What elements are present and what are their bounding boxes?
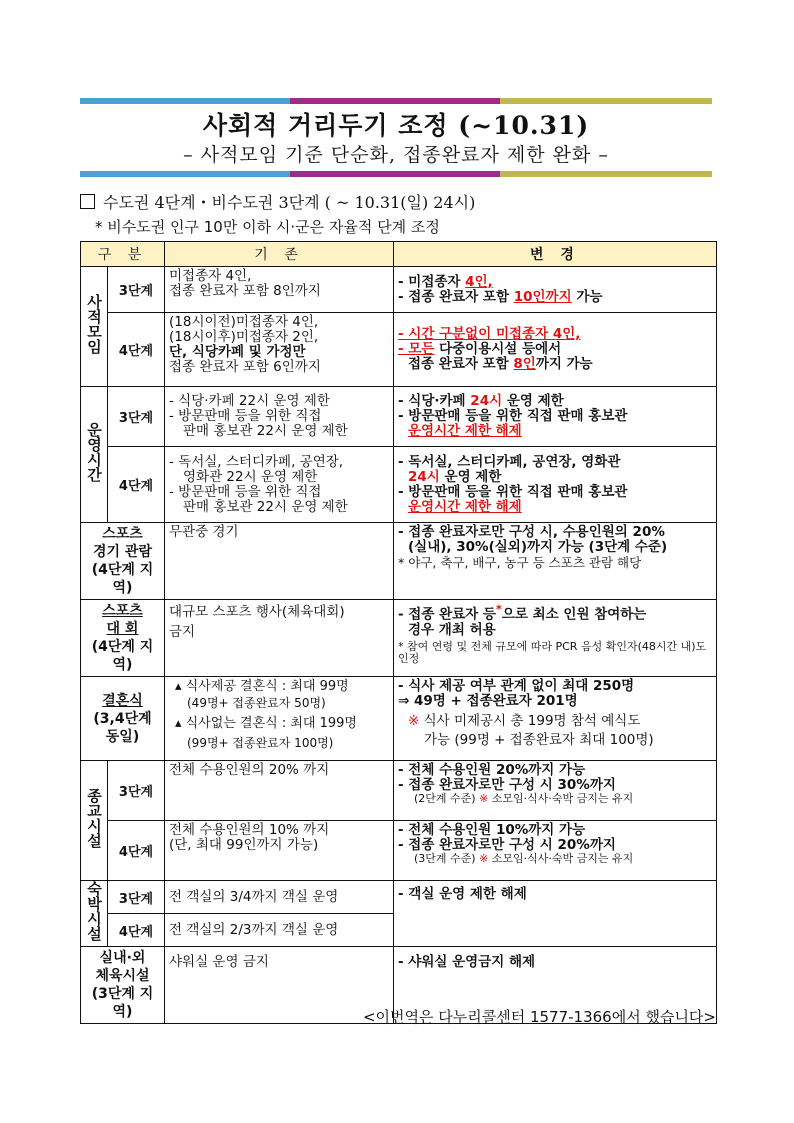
category-private-gathering [81, 267, 108, 387]
category-label: (4단계 지역) [91, 562, 154, 596]
page-subtitle: – 사적모임 기준 단순화, 접종완료자 제한 완화 – [183, 144, 609, 166]
text-line: ▴ 식사제공 결혼식 : 최대 99명 [175, 679, 349, 694]
existing-cell [165, 267, 394, 313]
category-label: 결혼식 [102, 692, 143, 709]
text-line: - 독서실, 스터디카페, 공연장, [169, 453, 344, 470]
text-line: (99명+ 접종완료자 100명) [187, 736, 334, 750]
title-bar-olive [500, 98, 712, 104]
checkbox-square-icon [80, 194, 95, 209]
text-line: - 식사 제공 여부 관계 없이 최대 250명 [398, 678, 635, 694]
text-fragment: - 미접종자 [398, 273, 466, 290]
category-label: 운영시간 [85, 422, 103, 482]
change-cell [394, 387, 717, 447]
text-line: 전체 수용인원의 10% 까지 [169, 822, 330, 838]
text-line: 금지 [169, 624, 196, 640]
category-label: 스포츠 [102, 526, 143, 542]
level-label: 4단계 [108, 821, 165, 881]
text-fragment: - 식당·카페 [398, 393, 471, 409]
header-existing: 기 존 [165, 242, 394, 267]
text-line: 미접종자 4인, [169, 268, 252, 284]
existing-cell: 무관중 경기 [165, 523, 394, 600]
change-cell [394, 677, 717, 761]
category-operating-hours [81, 387, 108, 523]
existing-cell: 전체 수용인원의 20% 까지 [165, 761, 394, 821]
footnote: * 참여 연령 및 전체 규모에 따라 PCR 음성 확인자(48시간 내)도 인정 [398, 639, 707, 665]
category-religious [81, 761, 108, 881]
existing-cell: 전 객실의 2/3까지 객실 운영 [165, 914, 394, 947]
highlight-text: - 시간 구분없이 미접종자 4인, [398, 326, 581, 342]
text-fragment: (2단계 수준) [414, 792, 480, 805]
title-bar-blue [80, 98, 290, 104]
category-label: (3단계 지역) [91, 986, 154, 1020]
policy-table [80, 241, 717, 1024]
table-row [81, 761, 717, 821]
category-label: 체육시설 [95, 968, 150, 984]
table-row [81, 267, 717, 313]
text-line: - 접종 완료자로만 구성 시, 수용인원의 20% [398, 524, 665, 540]
table-row [81, 600, 717, 677]
text-line: (49명+ 접종완료자 50명) [187, 696, 326, 710]
highlight-text: 운영시간 제한 해제 [408, 498, 522, 515]
table-row [81, 881, 717, 914]
text-line: 대규모 스포츠 행사(체육대회) [169, 604, 345, 620]
text-line: 가능 (99명 + 접종완료자 최대 100명) [424, 732, 654, 748]
change-cell [394, 821, 717, 881]
header-change: 변 경 [394, 242, 717, 267]
text-line: (18시이후)미접종자 2인, [169, 329, 319, 345]
footer-note: <이번역은 다누리콜센터 1577-1366에서 했습니다> [362, 1008, 716, 1026]
text-line: - 독서실, 스터디카페, 공연장, 영화관 [398, 453, 621, 470]
footnote-marker: * [495, 603, 502, 616]
change-cell [394, 267, 717, 313]
text-line: ▴ 식사없는 결혼식 : 최대 199명 [175, 716, 357, 731]
text-fragment: 운영 제한 [439, 468, 502, 485]
category-wedding [81, 677, 165, 761]
text-line: 접종 완료자 포함 6인까지 [169, 359, 321, 375]
existing-cell [165, 821, 394, 881]
highlight-text: 8인 [513, 356, 536, 372]
text-line: 단, 식당카페 및 가정만 [169, 344, 306, 360]
section-heading-text: 수도권 4단계・비수도권 3단계 ( ~ 10.31(일) 24시) [103, 193, 476, 212]
table-row [81, 387, 717, 447]
section-note: * 비수도권 인구 10만 이하 시·군은 자율적 단계 조정 [95, 218, 440, 236]
text-line: 판매 홍보관 22시 운영 제한 [183, 498, 348, 515]
subtitle-bar-blue [80, 171, 290, 177]
text-line: 판매 홍보관 22시 운영 제한 [183, 423, 348, 439]
text-line: - 전체 수용인원 10%까지 가능 [398, 822, 586, 838]
table-row [81, 821, 717, 881]
existing-cell: 샤워실 운영 금지 [165, 947, 394, 1024]
category-sports-viewing [81, 523, 165, 600]
category-label: 실내·외 [99, 950, 146, 966]
category-sports-event [81, 600, 165, 677]
highlight-text: 10인까지 [513, 288, 572, 305]
note-marker: ※ [479, 852, 489, 865]
text-fragment: 접종 완료자 포함 [408, 356, 514, 372]
change-cell [394, 761, 717, 821]
subtitle-bar-purple [290, 171, 500, 177]
page-title: 사회적 거리두기 조정 (~10.31) [202, 111, 590, 140]
text-line: ⇒ 49명 + 접종완료자 201명 [398, 693, 578, 709]
table-row [81, 447, 717, 523]
footnote: * 야구, 축구, 배구, 농구 등 스포츠 관람 해당 [398, 555, 642, 570]
category-label: 경기 관람 [93, 544, 152, 560]
text-fragment: 으로 최소 인원 참여하는 [501, 606, 647, 623]
category-label: 대 회 [106, 621, 139, 637]
existing-cell [165, 600, 394, 677]
category-label: 종교시설 [85, 788, 103, 848]
table-header-row [81, 242, 717, 267]
text-line: (실내), 30%(실외)까지 가능 (3단계 수준) [408, 539, 668, 555]
change-cell [394, 600, 717, 677]
text-fragment: 가능 [571, 288, 603, 305]
highlight-text: - 모든 [398, 341, 435, 357]
highlight-text: 24시 [470, 393, 503, 409]
title-bar-purple [290, 98, 500, 104]
existing-cell [165, 447, 394, 523]
level-label: 3단계 [108, 387, 165, 447]
section-heading [80, 190, 475, 213]
text-line: - 방문판매 등을 위한 직접 [169, 408, 322, 424]
text-fragment: 소모임·식사·숙박 금지는 유지 [488, 852, 634, 865]
level-label: 3단계 [108, 267, 165, 313]
text-line: - 방문판매 등을 위한 직접 판매 홍보관 [398, 483, 628, 500]
text-fragment: 소모임·식사·숙박 금지는 유지 [488, 792, 634, 805]
table-row [81, 677, 717, 761]
text-line: - 전체 수용인원 20%까지 가능 [398, 762, 586, 778]
text-fragment: 운영 제한 [502, 393, 564, 409]
table-row [81, 313, 717, 387]
category-lodging [81, 881, 108, 947]
category-gym [81, 947, 165, 1024]
text-line: (단, 최대 99인까지 가능) [169, 837, 319, 853]
text-line: 접종 완료자 포함 8인까지 [169, 283, 321, 299]
level-label: 4단계 [108, 914, 165, 947]
level-label: 4단계 [108, 313, 165, 387]
category-label: 사적모임 [85, 294, 103, 354]
level-label: 4단계 [108, 447, 165, 523]
text-line: - 식당·카페 22시 운영 제한 [169, 393, 330, 409]
text-line: 경우 개최 허용 [408, 621, 496, 638]
text-line: - 방문판매 등을 위한 직접 [169, 483, 322, 500]
level-label: 3단계 [108, 761, 165, 821]
header-category: 구 분 [81, 242, 165, 267]
text-fragment: (3단계 수준) [414, 852, 480, 865]
highlight-text: 4인, [465, 273, 493, 290]
category-label: 숙박시설 [85, 881, 103, 941]
text-line: - 접종 완료자로만 구성 시 30%까지 [398, 777, 616, 793]
text-line: (18시이전)미접종자 4인, [169, 314, 319, 330]
text-fragment: 까지 가능 [535, 356, 593, 372]
category-label: (4단계 지역) [91, 639, 154, 673]
text-line: 영화관 22시 운영 제한 [183, 468, 318, 485]
table-row [81, 523, 717, 600]
existing-cell: 전 객실의 3/4까지 객실 운영 [165, 881, 394, 914]
change-cell: - 샤워실 운영금지 해제 [394, 947, 717, 1024]
category-label: 스포츠 [102, 603, 143, 619]
change-cell [394, 447, 717, 523]
existing-cell [165, 387, 394, 447]
highlight-text: 운영시간 제한 해제 [408, 423, 522, 439]
text-fragment: 식사 미제공시 총 199명 참석 예식도 [419, 713, 641, 729]
text-line: - 접종 완료자로만 구성 시 20%까지 [398, 837, 616, 853]
subtitle-bar-olive [500, 171, 712, 177]
category-label: (3,4단계 동일) [93, 710, 152, 745]
change-cell: - 객실 운영 제한 해제 [394, 881, 717, 947]
change-cell [394, 313, 717, 387]
text-fragment: - 접종 완료자 포함 [398, 288, 514, 305]
existing-cell [165, 677, 394, 761]
level-label: 3단계 [108, 881, 165, 914]
text-fragment: 다중이용시설 등에서 [434, 341, 562, 357]
note-marker: ※ [408, 713, 420, 729]
text-line: - 방문판매 등을 위한 직접 판매 홍보관 [398, 408, 628, 424]
note-marker: ※ [479, 792, 489, 805]
text-fragment: - 접종 완료자 등 [398, 606, 496, 623]
change-cell [394, 523, 717, 600]
existing-cell [165, 313, 394, 387]
highlight-text: 24시 [408, 468, 440, 485]
